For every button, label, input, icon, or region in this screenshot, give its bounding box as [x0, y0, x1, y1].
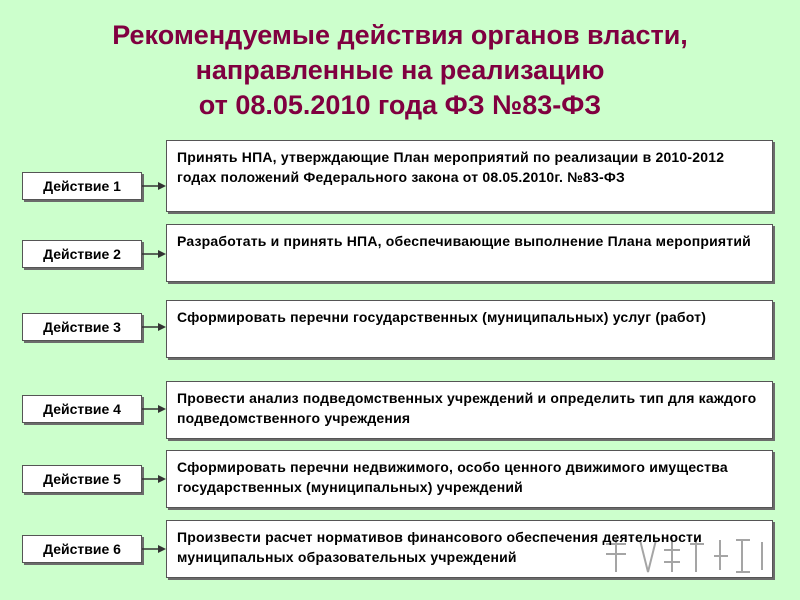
action-4-arrow-icon [142, 403, 166, 415]
action-5-description: Сформировать перечни недвижимого, особо ценного движимого имущества государственных (муниципальных) учреждений [166, 450, 773, 508]
action-2-label: Действие 2 [22, 240, 142, 268]
action-3-description: Сформировать перечни государственных (муниципальных) услуг (работ) [166, 300, 773, 358]
title-line-1: Рекомендуемые действия органов власти, [112, 20, 688, 50]
action-1-label: Действие 1 [22, 172, 142, 200]
action-5-label: Действие 5 [22, 465, 142, 493]
action-6-arrow-icon [142, 543, 166, 555]
action-3-label: Действие 3 [22, 313, 142, 341]
action-3-arrow-icon [142, 321, 166, 333]
action-1-arrow-icon [142, 180, 166, 192]
title-line-2: направленные на реализацию [195, 55, 605, 85]
page-title [0, 18, 800, 123]
action-6-description: Произвести расчет нормативов финансового обеспечения деятельности муниципальных образовательных учреждений [166, 520, 773, 578]
action-5-arrow-icon [142, 473, 166, 485]
action-4-label: Действие 4 [22, 395, 142, 423]
title-line-3: от 08.05.2010 года ФЗ №83-ФЗ [198, 90, 602, 120]
action-6-label: Действие 6 [22, 535, 142, 563]
action-4-description: Провести анализ подведомственных учреждений и определить тип для каждого подведомственного учреждения [166, 381, 773, 439]
action-2-arrow-icon [142, 248, 166, 260]
action-1-description: Принять НПА, утверждающие План мероприятий по реализации в 2010-2012 годах положений Федерального закона от 08.05.2010г. №83-ФЗ [166, 140, 773, 212]
action-2-description: Разработать и принять НПА, обеспечивающие выполнение Плана мероприятий [166, 224, 773, 282]
